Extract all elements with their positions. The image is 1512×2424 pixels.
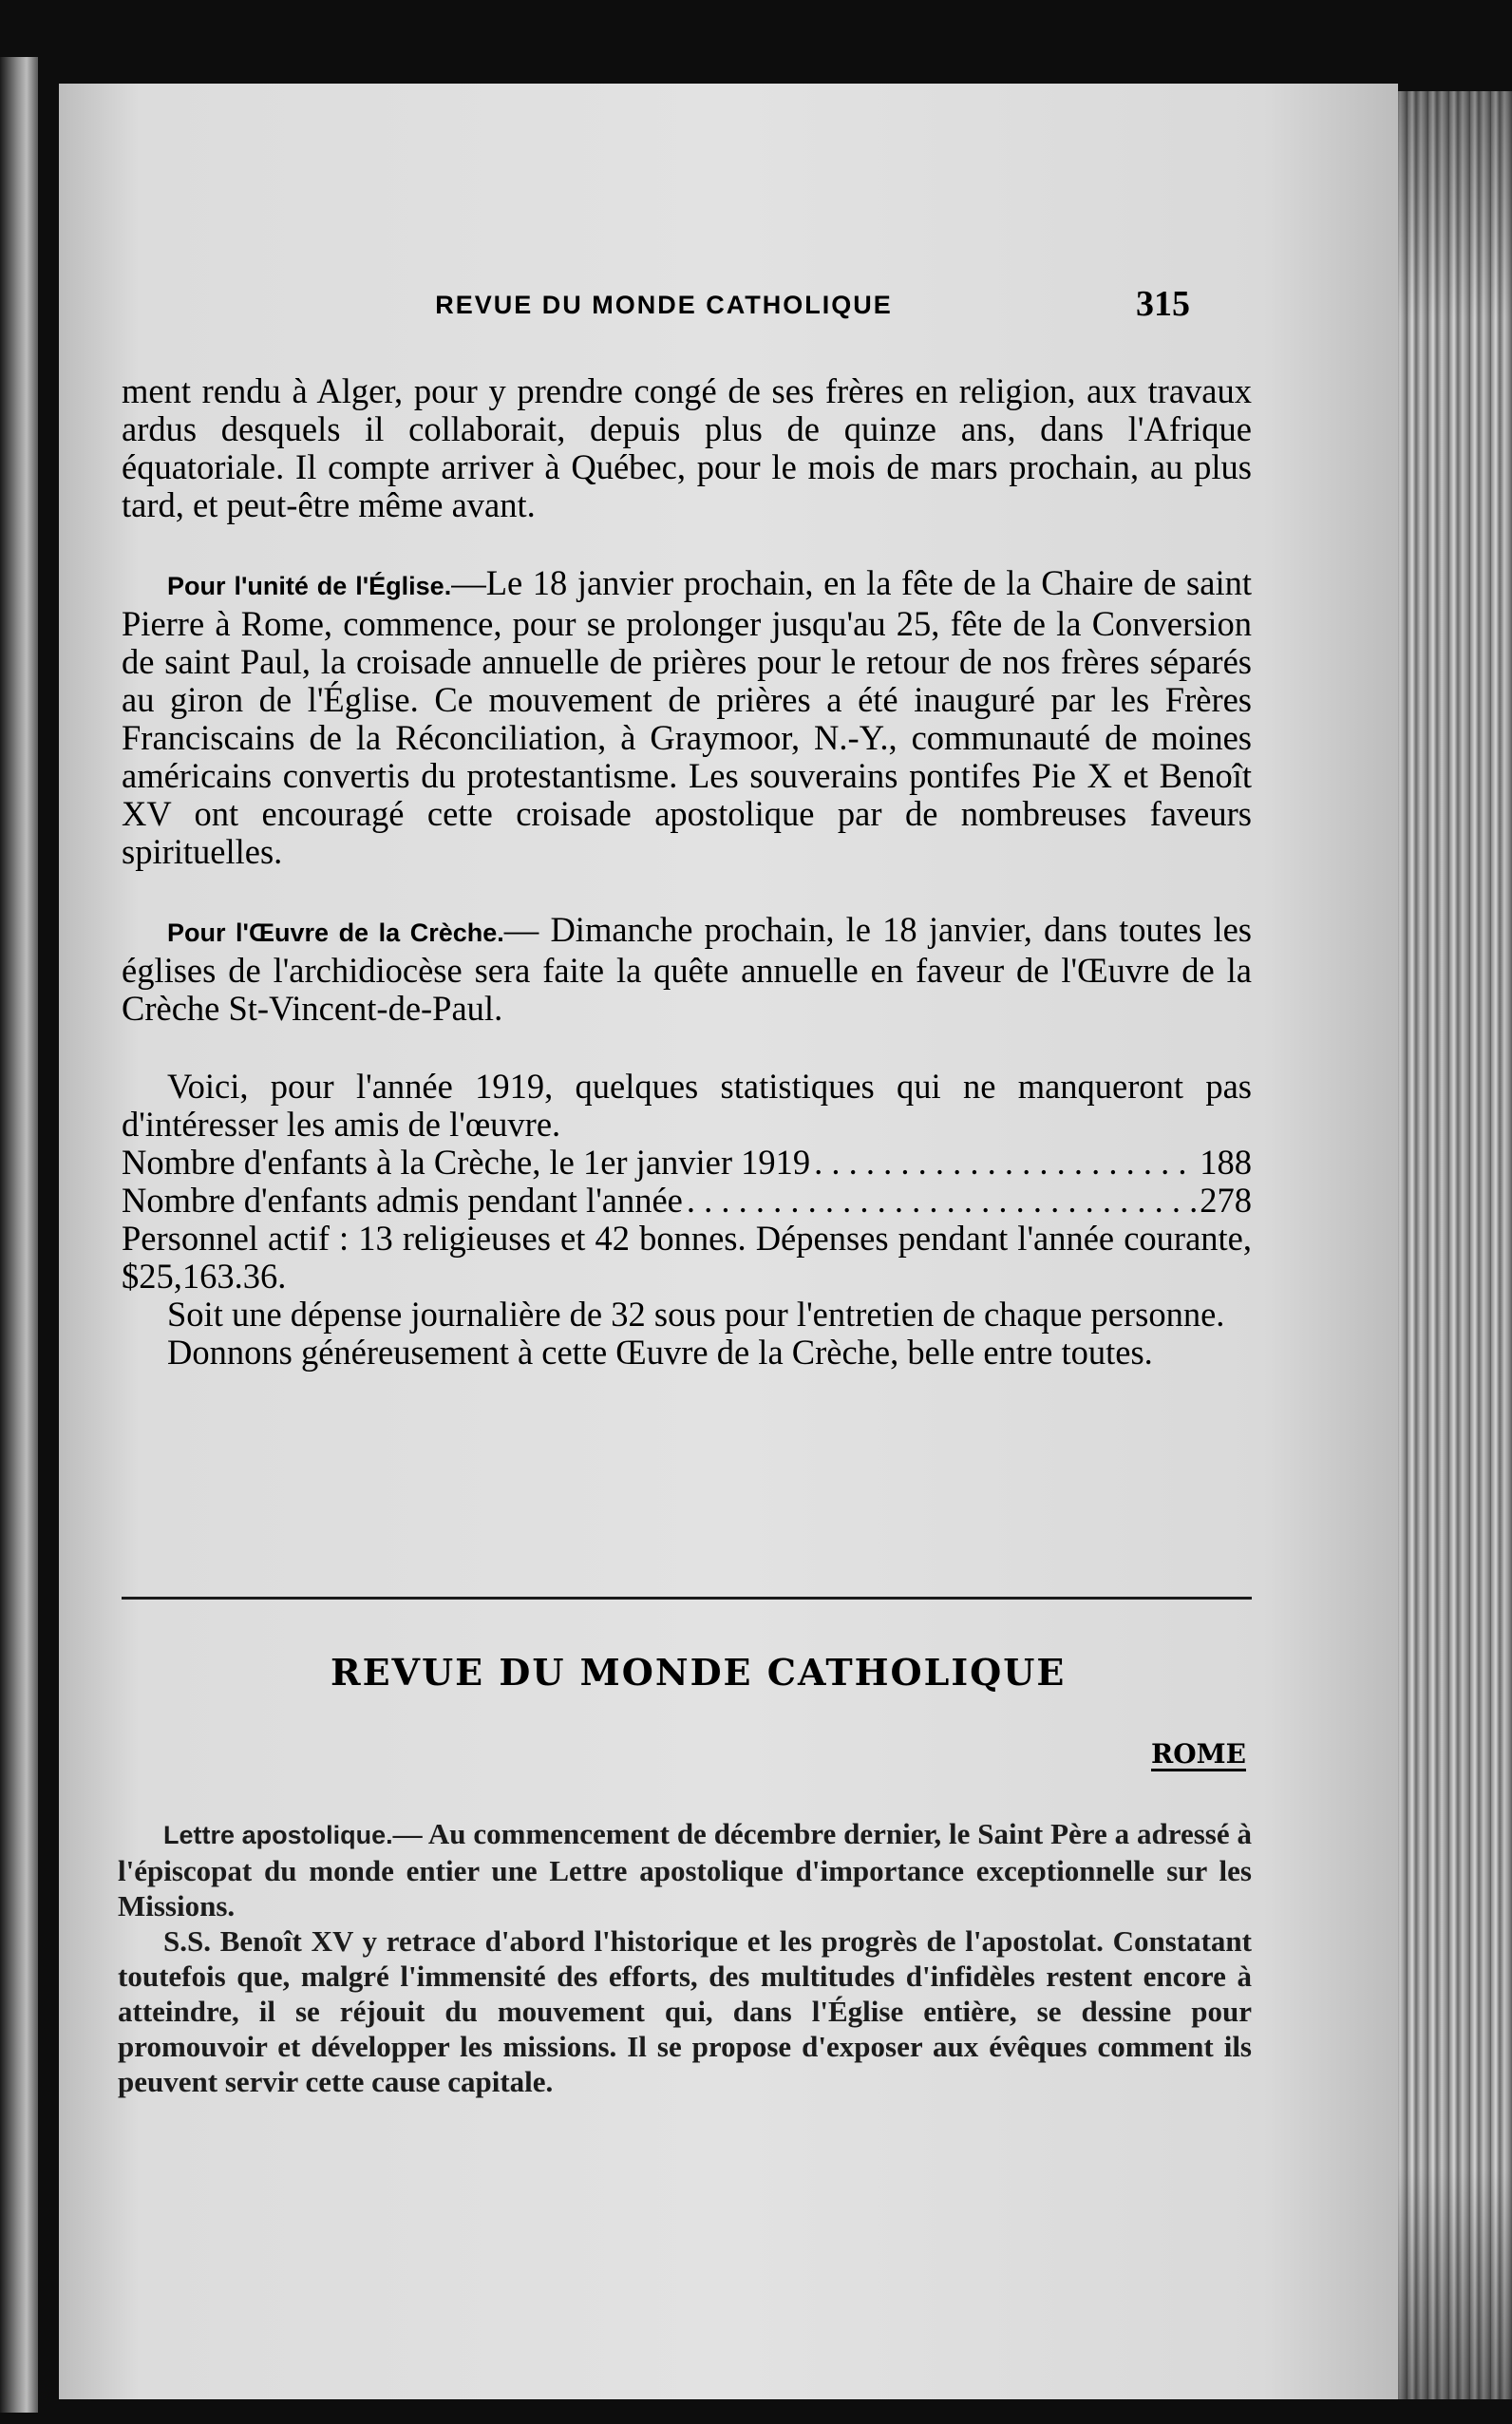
stats-row-children-admitted — [122, 1182, 1252, 1220]
unity-paragraph — [122, 564, 1252, 871]
creche-body: — Dimanche prochain, le 18 janvier, dans toutes les églises de l'archidiocèse sera faite la quête annuelle en faveur de l'Œuvre de la Crèche St-Vincent-de-Paul. — [122, 910, 1252, 1028]
section-title: REVUE DU MONDE CATHOLIQUE — [331, 1651, 1067, 1694]
page-number: 315 — [1136, 284, 1190, 324]
stats-value: 278 — [1200, 1181, 1252, 1220]
leader-dots — [814, 1144, 1196, 1182]
running-head: REVUE DU MONDE CATHOLIQUE — [435, 291, 893, 319]
stats-label: Nombre d'enfants à la Crèche, le 1er janvier 1919 — [122, 1143, 811, 1182]
appeal-paragraph: Donnons généreusement à cette Œuvre de la Crèche, belle entre toutes. — [167, 1333, 1153, 1372]
apostolic-letter-heading: Lettre apostolique. — [163, 1821, 393, 1849]
upper-text-block — [122, 372, 1252, 1372]
stats-label: Nombre d'enfants admis pendant l'année — [122, 1181, 683, 1220]
section-divider — [122, 1597, 1252, 1600]
unity-body: —Le 18 janvier prochain, en la fête de la Chaire de saint Pierre à Rome, commence, pour se prolonger jusqu'au 25, fête de la Conversion de saint Paul, la croisade annuelle de prières pour le retour de nos frères séparés au giron de l'Église. Ce mouvement de prières a été inauguré par les Frères Franciscains de la Réconciliation, à Graymoor, N.-Y., communauté de moines américains convertis du protestantisme. Les souverains pontifes Pie X et Benoît XV ont encouragé cette croisade apostolique par de nombreuses faveurs spirituelles. — [122, 563, 1252, 871]
daily-expense-paragraph: Soit une dépense journalière de 32 sous pour l'entretien de chaque personne. — [167, 1295, 1225, 1334]
lower-text-block — [118, 1816, 1252, 2099]
benedict-paragraph: S.S. Benoît XV y retrace d'abord l'historique et les progrès de l'apostolat. Constatant toutefois que, malgré l'immensité des efforts, des multitudes d'infidèles restent encore à atteindre, il se réjouit du mouvement qui, dans l'Église entière, se dessine pour promouvoir et développer les missions. Il se propose d'exposer aux évêques comment ils peuvent servir cette cause capitale. — [118, 1924, 1252, 2098]
unity-heading: Pour l'unité de l'Église. — [167, 572, 452, 600]
statistics-intro: Voici, pour l'année 1919, quelques statistiques qui ne manqueront pas d'intéresser les amis de l'œuvre. — [122, 1067, 1252, 1144]
stats-value: 188 — [1200, 1143, 1252, 1182]
creche-paragraph — [122, 911, 1252, 1028]
apostolic-letter-paragraph — [118, 1816, 1252, 1923]
staff-paragraph: Personnel actif : 13 religieuses et 42 bonnes. Dépenses pendant l'année courante, $25,163.36. — [122, 1219, 1252, 1296]
apostolic-letter-body: — Au commencement de décembre dernier, le Saint Père a adressé à l'épiscopat du monde entier une Lettre apostolique d'importance exceptionnelle sur les Missions. — [118, 1817, 1252, 1922]
stats-row-children-jan — [122, 1144, 1252, 1182]
leader-dots — [687, 1182, 1196, 1220]
left-page-edge — [0, 57, 38, 2413]
section-subtitle: ROME — [1151, 1738, 1246, 1770]
page-stack-shade — [1387, 91, 1512, 2399]
continuation-paragraph: ment rendu à Alger, pour y prendre congé de ses frères en religion, aux travaux ardus desquels il collaborait, depuis plus de quinze ans, dans l'Afrique équatoriale. Il compte arriver à Québec, pour le mois de mars prochain, au plus tard, et peut-être même avant. — [122, 371, 1252, 524]
creche-heading: Pour l'Œuvre de la Crèche. — [167, 918, 504, 947]
